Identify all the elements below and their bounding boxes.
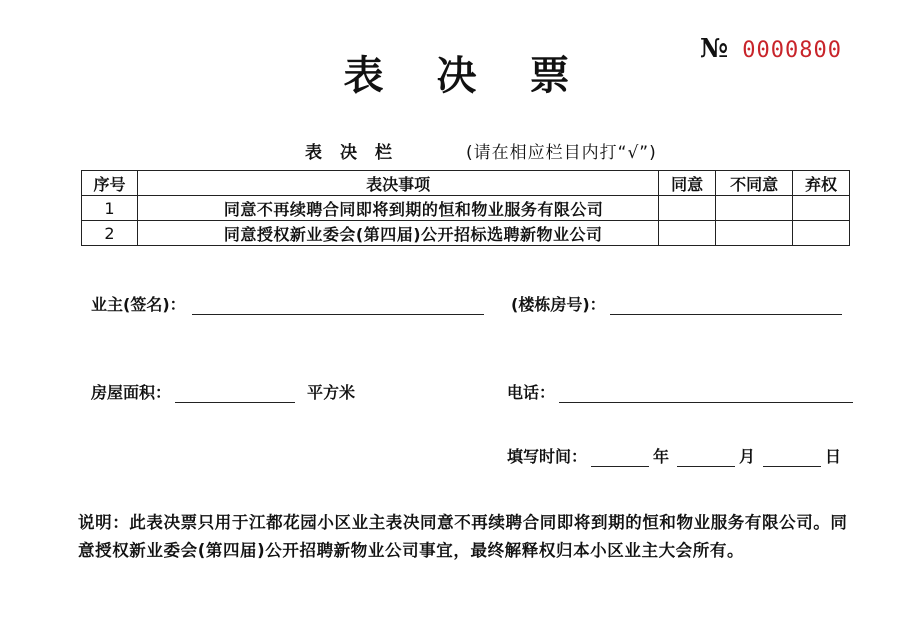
title-char-2: 决: [436, 52, 478, 99]
serial-number: [700, 34, 842, 64]
month-label: 月: [739, 447, 756, 466]
date-label: 填写时间：: [507, 447, 588, 466]
day-label: 日: [825, 447, 842, 466]
header-item: 表决事项: [137, 171, 658, 196]
vote-section-header: [0, 138, 914, 164]
serial-value: 0000800: [742, 38, 842, 63]
note-text: 说明：此表决票只用于江都花园小区业主表决同意不再续聘合同即将到期的恒和物业服务有限公司。同意授权新业委会(第四届)公开招聘新物业公司事宜，最终解释权归本小区业主大会所有。: [78, 513, 848, 560]
month-line[interactable]: [677, 448, 735, 467]
header-disagree: 不同意: [716, 171, 793, 196]
serial-prefix: №: [700, 34, 729, 64]
owner-field: [91, 292, 484, 315]
header-no: 序号: [82, 171, 138, 196]
abstain-checkbox-cell[interactable]: [793, 221, 850, 246]
row-item: 同意不再续聘合同即将到期的恒和物业服务有限公司: [137, 196, 658, 221]
date-field: [507, 444, 841, 467]
agree-checkbox-cell[interactable]: [659, 221, 716, 246]
phone-field: [507, 380, 853, 403]
building-number-line[interactable]: [610, 296, 842, 315]
area-line[interactable]: [175, 384, 295, 403]
owner-label: 业主(签名)：: [91, 295, 186, 314]
year-line[interactable]: [591, 448, 649, 467]
phone-label: 电话：: [507, 383, 556, 402]
table-row: [82, 196, 850, 221]
vote-table-header: [82, 171, 850, 196]
area-unit: 平方米: [307, 383, 356, 402]
owner-signature-line[interactable]: [192, 296, 484, 315]
title-char-3: 票: [529, 52, 571, 99]
header-abstain: 弃权: [793, 171, 850, 196]
row-no: 2: [82, 221, 138, 246]
vote-section-hint: (请在相应栏目内打“√”): [466, 143, 657, 163]
area-label: 房屋面积：: [91, 383, 172, 402]
title-char-1: 表: [343, 52, 385, 99]
day-line[interactable]: [763, 448, 821, 467]
header-agree: 同意: [659, 171, 716, 196]
row-item: 同意授权新业委会(第四届)公开招标选聘新物业公司: [137, 221, 658, 246]
vote-table: [81, 170, 850, 246]
disagree-checkbox-cell[interactable]: [716, 221, 793, 246]
abstain-checkbox-cell[interactable]: [793, 196, 850, 221]
disagree-checkbox-cell[interactable]: [716, 196, 793, 221]
year-label: 年: [653, 447, 670, 466]
vote-section-label: 表决栏: [305, 143, 410, 163]
building-field: [511, 292, 842, 315]
area-field: [91, 380, 355, 403]
row-no: 1: [82, 196, 138, 221]
table-row: [82, 221, 850, 246]
building-label: (楼栋房号)：: [511, 295, 606, 314]
agree-checkbox-cell[interactable]: [659, 196, 716, 221]
phone-line[interactable]: [559, 384, 853, 403]
